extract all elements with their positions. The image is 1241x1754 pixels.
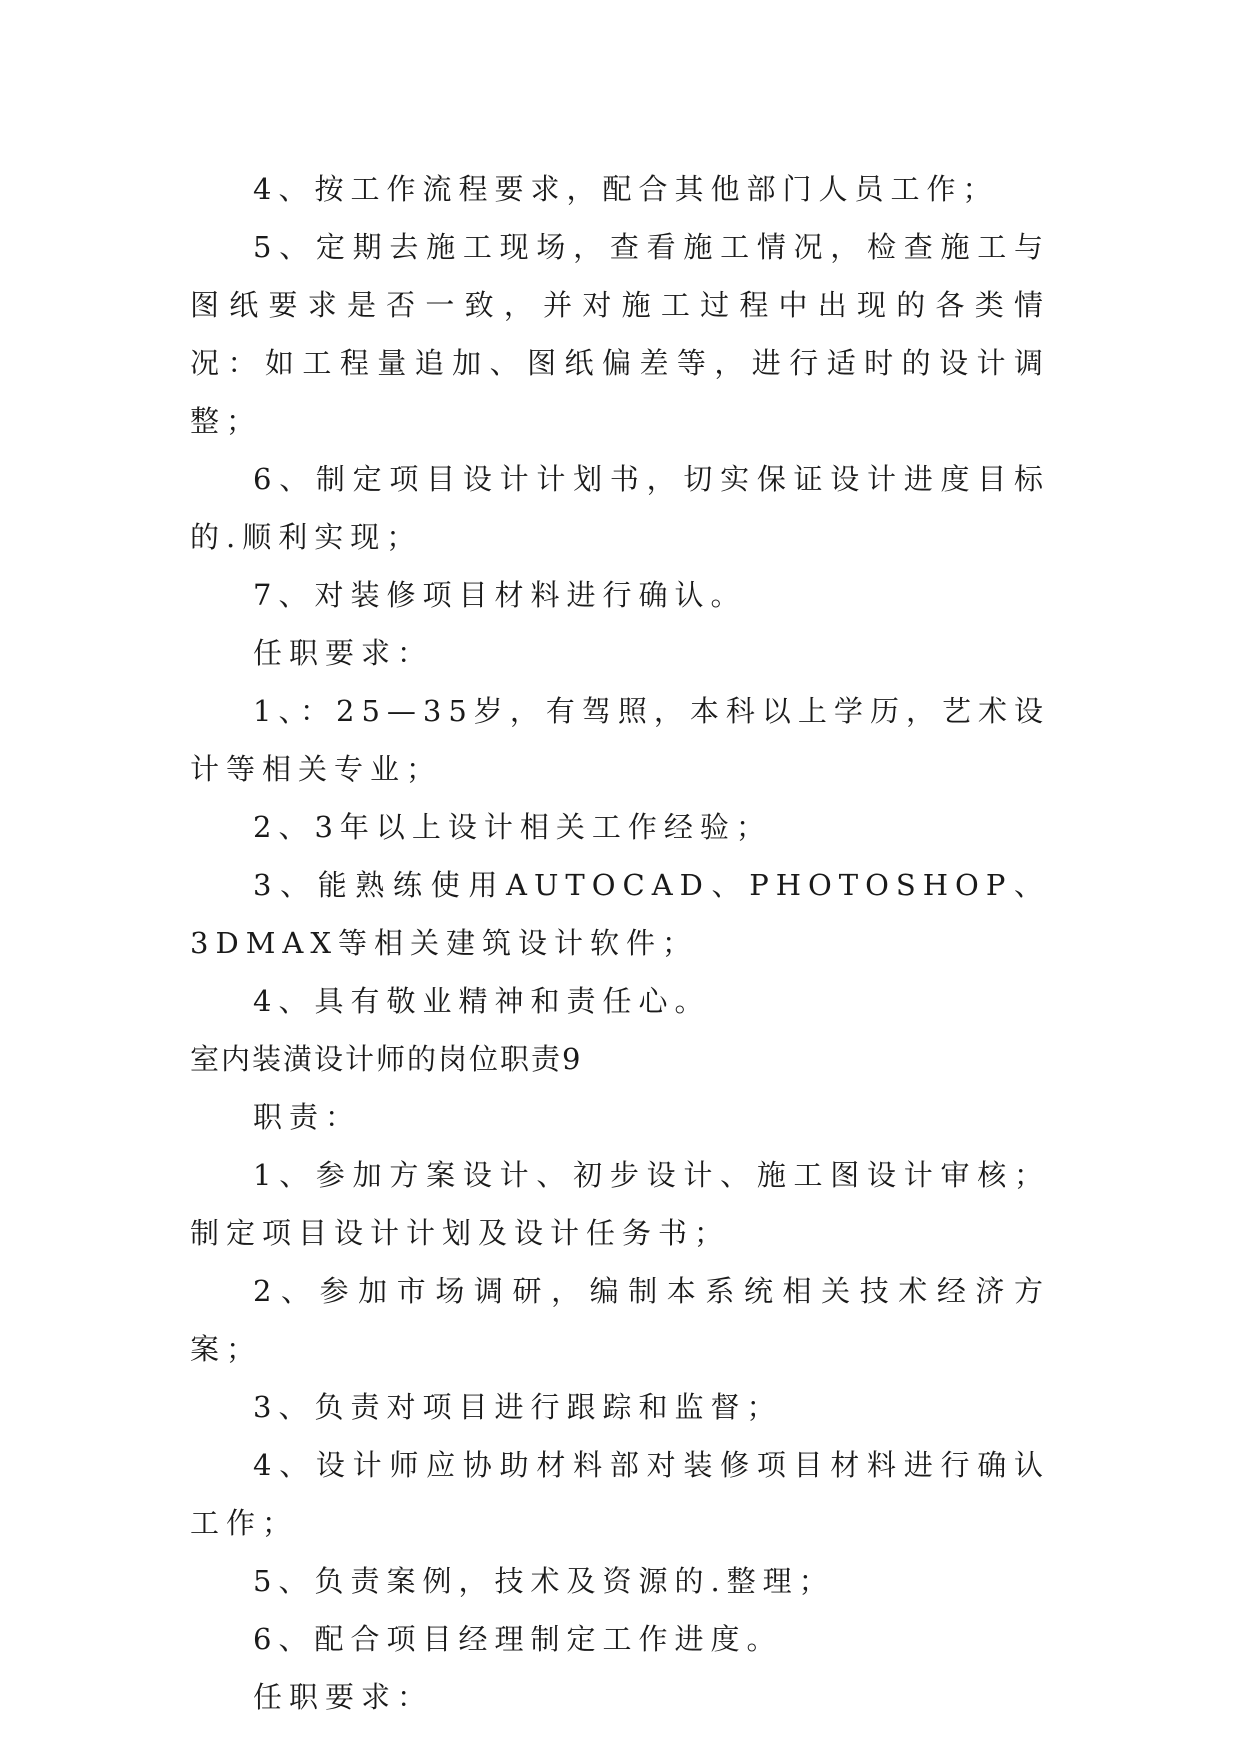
paragraph-duty-3: 3、负责对项目进行跟踪和监督；: [253, 1390, 783, 1424]
paragraph-duty-4: 4、按工作流程要求，配合其他部门人员工作；: [253, 172, 999, 206]
paragraph-requirement-1: 1、：25—35岁，有驾照，本科以上学历，艺术设计等相关专业；: [190, 694, 1050, 786]
duties-label: 职责：: [253, 1100, 362, 1134]
paragraph-requirement-4: 4、具有敬业精神和责任心。: [253, 984, 711, 1018]
paragraph-duty-7: 7、对装修项目材料进行确认。: [253, 578, 747, 612]
requirements-label: 任职要求：: [253, 636, 434, 670]
paragraph-requirement-3: 3、能熟练使用AUTOCAD、PHOTOSHOP、3DMAX等相关建筑设计软件；: [190, 868, 1050, 960]
paragraph-duty-5: 5、定期去施工现场，查看施工情况，检查施工与图纸要求是否一致，并对施工过程中出现的各类情况：如工程量追加、图纸偏差等，进行适时的设计调整；: [190, 230, 1050, 438]
requirements-label-2: 任职要求：: [253, 1680, 434, 1714]
paragraph-requirement-2: 2、3年以上设计相关工作经验；: [253, 810, 772, 844]
paragraph-duty-2: 2、参加市场调研，编制本系统相关技术经济方案；: [190, 1274, 1050, 1366]
paragraph-duty-6b: 6、配合项目经理制定工作进度。: [253, 1622, 783, 1656]
paragraph-duty-6: 6、制定项目设计计划书，切实保证设计进度目标的.顺利实现；: [190, 462, 1050, 554]
paragraph-duty-4b: 4、设计师应协助材料部对装修项目材料进行确认工作；: [190, 1448, 1050, 1540]
section-heading: 室内装潢设计师的岗位职责9: [190, 1042, 583, 1076]
paragraph-duty-5b: 5、负责案例，技术及资源的.整理；: [253, 1564, 835, 1598]
document-body: [190, 160, 1050, 1726]
paragraph-duty-1: 1、参加方案设计、初步设计、施工图设计审核；制定项目设计计划及设计任务书；: [190, 1158, 1050, 1250]
